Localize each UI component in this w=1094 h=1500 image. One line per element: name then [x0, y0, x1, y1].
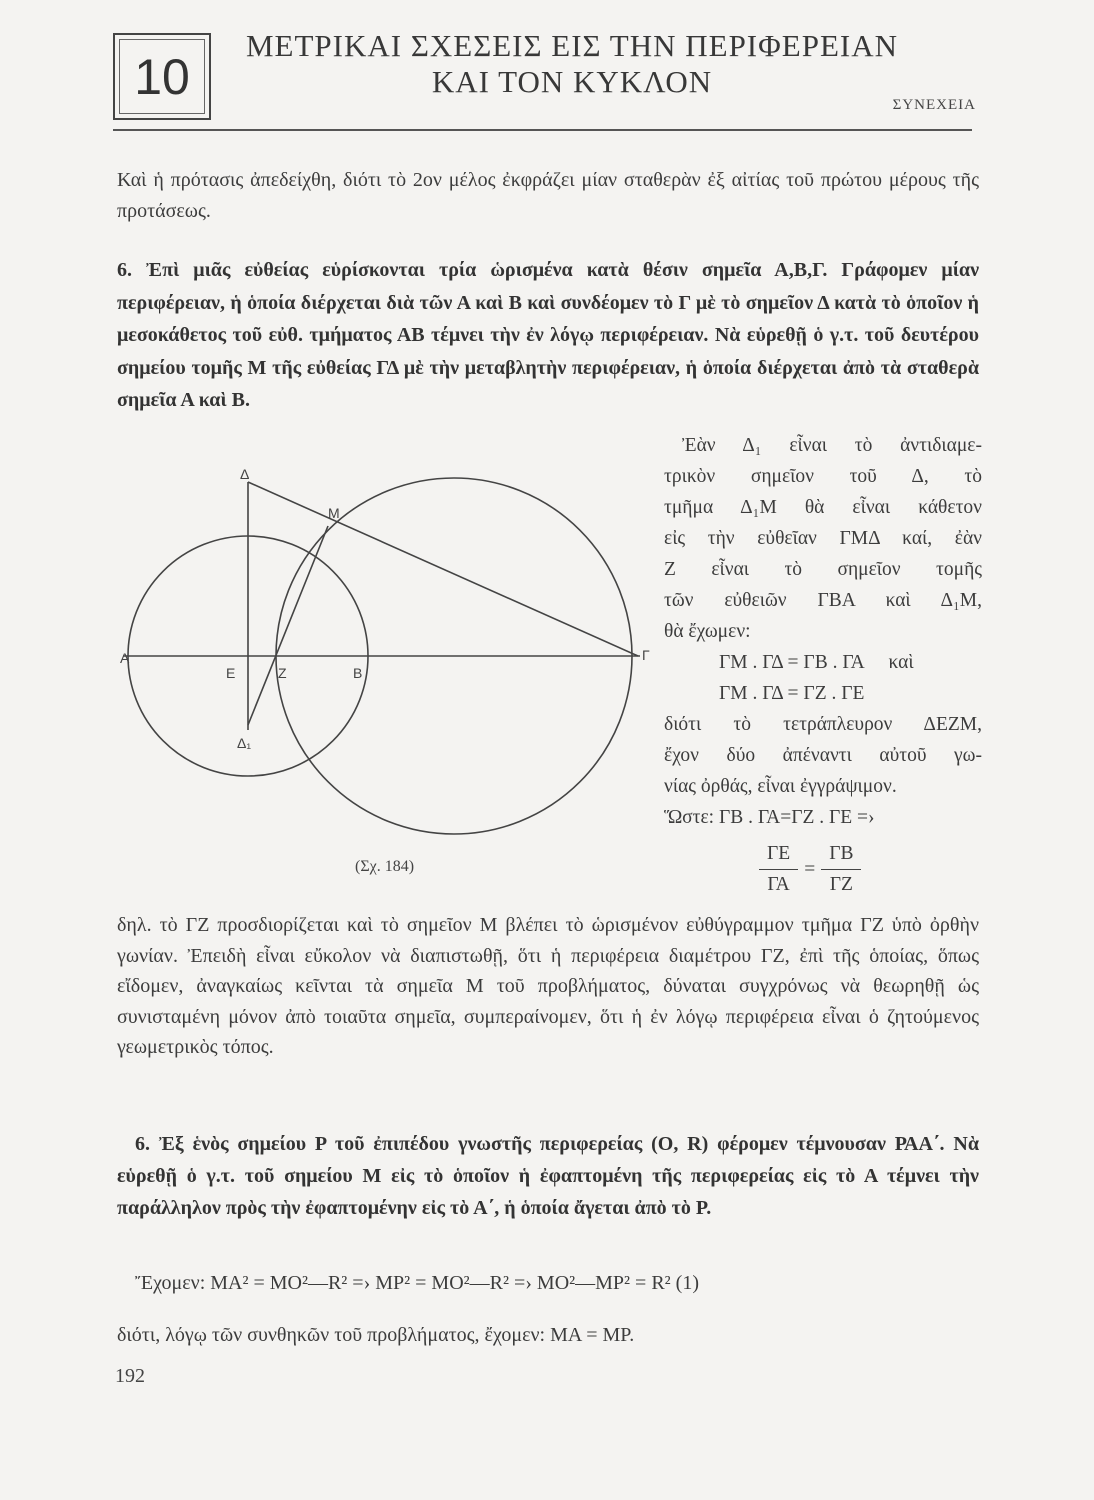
side-line: εἰς τὴν εὐθεῖαν ΓΜΔ καί, ἐὰν [664, 528, 982, 549]
header-rule [113, 129, 972, 131]
equation-4: Ἔχομεν: ΜΑ² = ΜΟ²—R² =› ΜΡ² = ΜΟ²—R² =› ΜΟ²—ΜΡ² = R² (1) [135, 1272, 699, 1294]
problem-1-statement: 6. Ἐπὶ μιᾶς εὐθείας εὑρίσκονται τρία ὡρισμένα κατὰ θέσιν σημεῖα Α,Β,Γ. Γράφομεν μίαν περιφέρειαν, ἡ ὁποία διέρχεται διὰ τῶν Α καὶ Β καὶ συνδέομεν τὸ Γ μὲ τὸ σημεῖον Δ κατὰ τὸ ὁποῖον ἡ μεσοκάθετος τοῦ εὐθ. τμήματος ΑΒ τέμνει τὴν ἐν λόγῳ περιφέρειαν. Νὰ εὑρεθῇ ὁ γ.τ. τοῦ δευτέρου σημείου τομῆς Μ τῆς εὐθείας ΓΔ μὲ τὴν μεταβλητὴν περιφέρειαν, ἡ ὁποία διέρχεται ἀπὸ τὰ σταθερὰ σημεῖα Α καὶ Β. [117, 259, 979, 411]
fraction-right-denominator: ΓΖ [829, 874, 853, 895]
side-line: θὰ ἔχωμεν: [664, 621, 751, 642]
side-line: νίας ὀρθάς, εἶναι ἐγγράψιμον. [664, 776, 897, 797]
chapter-number-box [113, 33, 211, 120]
equation-1 [664, 647, 982, 678]
label-delta1: Δ₁ [237, 735, 252, 751]
equation-3: Ὥστε: ΓΒ . ΓΑ=ΓΖ . ΓΕ =› [664, 807, 875, 828]
side-line: Ἐὰν Δ₁ εἶναι τὸ ἀντιδιαμε- [682, 435, 982, 456]
line-delta1-m [248, 526, 328, 725]
label-b: Β [353, 665, 363, 681]
side-line: διότι τὸ τετράπλευρον ΔΕΖΜ, [664, 714, 982, 735]
line-gamma-delta [248, 482, 638, 656]
intro-paragraph: Καὶ ἡ πρότασις ἀπεδείχθη, διότι τὸ 2ον μέλος ἐκφράζει μίαν σταθερὰν ἐξ αἰτίας τοῦ πρώτου μέρους τῆς προτάσεως. [117, 169, 979, 222]
fraction-right [821, 839, 861, 900]
conclusion-paragraph: δηλ. τὸ ΓΖ προσδιορίζεται καὶ τὸ σημεῖον Μ βλέπει τὸ ὡρισμένον εὐθύγραμμον τμῆμα ΓΖ ὑπὸ ὀρθὴν γωνίαν. Ἐπειδὴ εἶναι εὔκολον νὰ διαπιστωθῇ, ὅτι ἡ περιφέρεια διαμέτρου ΓΖ, ἐπὶ τῆς ὁποίας, ὅπως εἴδομεν, ἀναγκαίως κεῖνται τὰ σημεῖα Μ τοῦ προβλήματος, δύναται συγχρόνως νὰ θεωρηθῇ ὡς συνισταμένη μόνον ἀπὸ τοιαῦτα σημεῖα, συμπεραίνομεν, ὅτι ἡ ἐν λόγῳ περιφέρεια εἶναι ὁ ζητούμενος γεωμετρικὸς τόπος. [117, 914, 979, 1058]
chapter-title [232, 28, 912, 100]
fraction-equals: = [804, 859, 816, 880]
geometry-figure [100, 460, 660, 900]
fraction-left [759, 839, 798, 900]
label-z: Ζ [278, 665, 287, 681]
label-a: Α [120, 650, 130, 666]
side-line: ἔχον δύο ἀπέναντι αὐτοῦ γω- [664, 745, 982, 766]
continued-label: ΣΥΝΕΧΕΙΑ [892, 97, 976, 113]
side-line: Ζ εἶναι τὸ σημεῖον τομῆς [664, 559, 982, 580]
equation-1-suffix: καὶ [888, 652, 914, 673]
equation-2: ΓΜ . ΓΔ = ΓΖ . ΓΕ [719, 683, 865, 704]
side-line: τῶν εὐθειῶν ΓΒΑ καὶ Δ₁Μ, [664, 590, 982, 611]
figure-caption: (Σχ. 184) [355, 858, 415, 875]
chapter-number: 10 [119, 39, 205, 114]
fraction-left-denominator: ΓΑ [767, 874, 790, 895]
problem-2-statement: 6. Ἐξ ἑνὸς σημείου Ρ τοῦ ἐπιπέδου γνωστῆς περιφερείας (Ο, R) φέρομεν τέμνουσαν ΡΑΑ΄. Νὰ εὑρεθῇ ὁ γ.τ. τοῦ σημείου Μ εἰς τὸ ὁποῖον ἡ ἐφαπτομένη τῆς περιφερείας εἰς τὸ Α τέμνει τὴν παράλληλον πρὸς τὴν ἐφαπτομένην εἰς τὸ Α΄, ἡ ὁποία ἄγεται ἀπὸ τὸ Ρ. [117, 1133, 979, 1219]
label-e: Ε [226, 665, 236, 681]
side-column [664, 430, 982, 900]
equation-1-text: ΓΜ . ΓΔ = ΓΒ . ΓΑ [719, 652, 864, 673]
side-line: τμῆμα Δ₁Μ θὰ εἶναι κάθετον [664, 497, 982, 518]
label-m: Μ [328, 505, 340, 521]
page-number: 192 [115, 1365, 145, 1387]
chapter-title-line2: ΚΑΙ ΤΟΝ ΚΥΚΛΟΝ [431, 64, 713, 99]
fraction-right-numerator: ΓΒ [821, 839, 861, 870]
side-line: τρικὸν σημεῖον τοῦ Δ, τὸ [664, 466, 982, 487]
chapter-title-line1: ΜΕΤΡΙΚΑΙ ΣΧΕΣΕΙΣ ΕΙΣ ΤΗΝ ΠΕΡΙΦΕΡΕΙΑΝ [245, 28, 899, 63]
fraction-left-numerator: ΓΕ [759, 839, 798, 870]
label-delta: Δ [240, 466, 250, 482]
fraction-equation [759, 839, 982, 900]
label-gamma: Γ [642, 647, 650, 663]
final-line: διότι, λόγῳ τῶν συνθηκῶν τοῦ προβλήματος, ἔχομεν: ΜΑ = ΜΡ. [117, 1324, 635, 1346]
